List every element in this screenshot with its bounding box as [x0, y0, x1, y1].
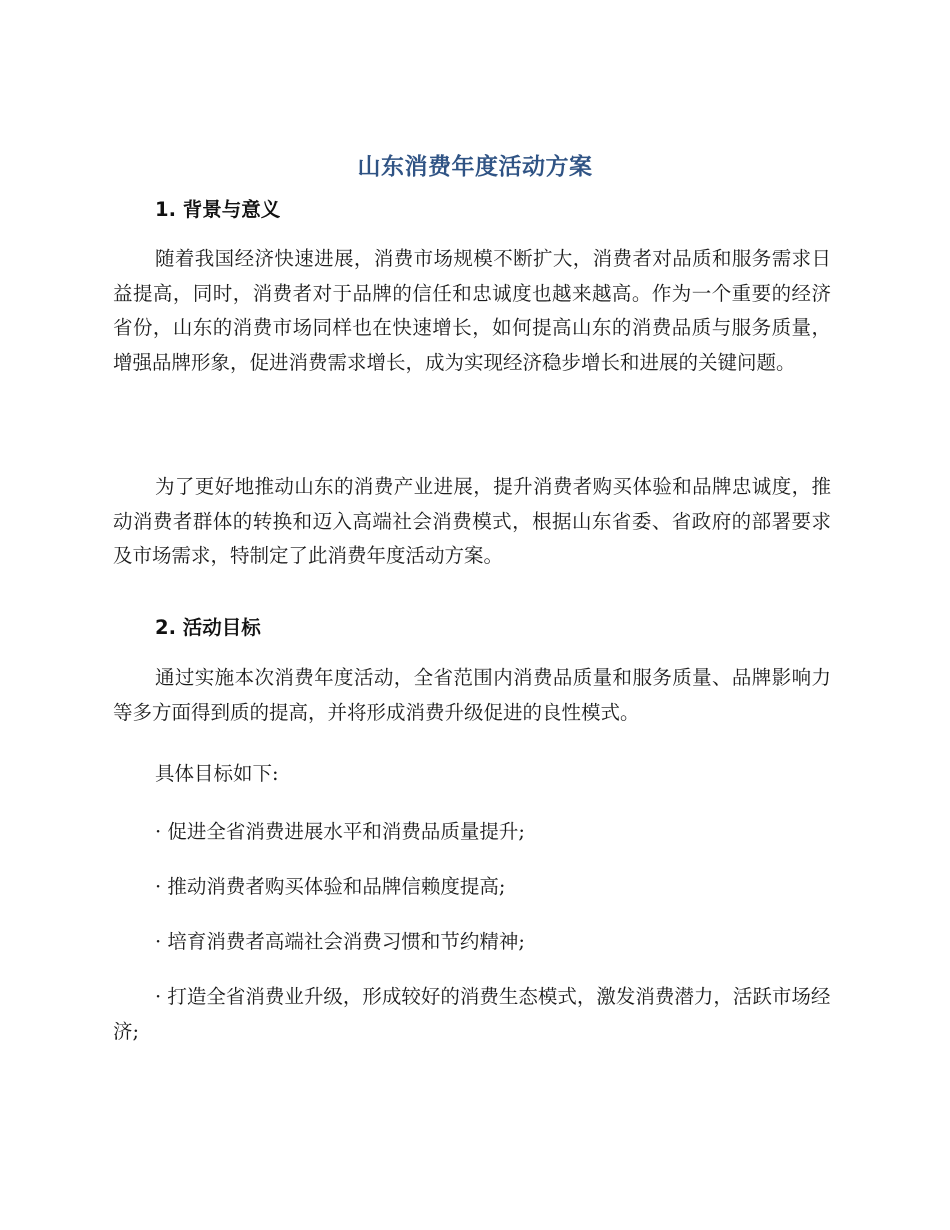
goals-intro: 具体目标如下: — [155, 762, 279, 785]
paragraph-goals: 通过实施本次消费年度活动，全省范围内消费品质量和服务质量、品牌影响力等多方面得到质的提高，并将形成消费升级促进的良性模式。 — [113, 666, 831, 724]
list-item: · 促进全省消费进展水平和消费品质量提升; — [155, 820, 525, 843]
paragraph-purpose: 为了更好地推动山东的消费产业进展，提升消费者购买体验和品牌忠诚度，推动消费者群体的转换和迈入高端社会消费模式，根据山东省委、省政府的部署要求及市场需求，特制定了此消费年度活动方案。 — [113, 475, 831, 567]
section-heading-goals: 2. 活动目标 — [155, 616, 261, 639]
paragraph-background: 随着我国经济快速进展，消费市场规模不断扩大，消费者对品质和服务需求日益提高，同时，消费者对于品牌的信任和忠诚度也越来越高。作为一个重要的经济省份，山东的消费市场同样也在快速增长，如何提高山东的消费品质与服务质量，增强品牌形象，促进消费需求增长，成为实现经济稳步增长和进展的关键问题。 — [113, 247, 831, 374]
list-item: · 打造全省消费业升级，形成较好的消费生态模式，激发消费潜力，活跃市场经济; — [113, 985, 831, 1043]
page-title: 山东消费年度活动方案 — [357, 154, 593, 180]
list-item: · 推动消费者购买体验和品牌信赖度提高; — [155, 875, 506, 898]
list-item: · 培育消费者高端社会消费习惯和节约精神; — [155, 930, 525, 953]
section-heading-background: 1. 背景与意义 — [155, 198, 281, 221]
